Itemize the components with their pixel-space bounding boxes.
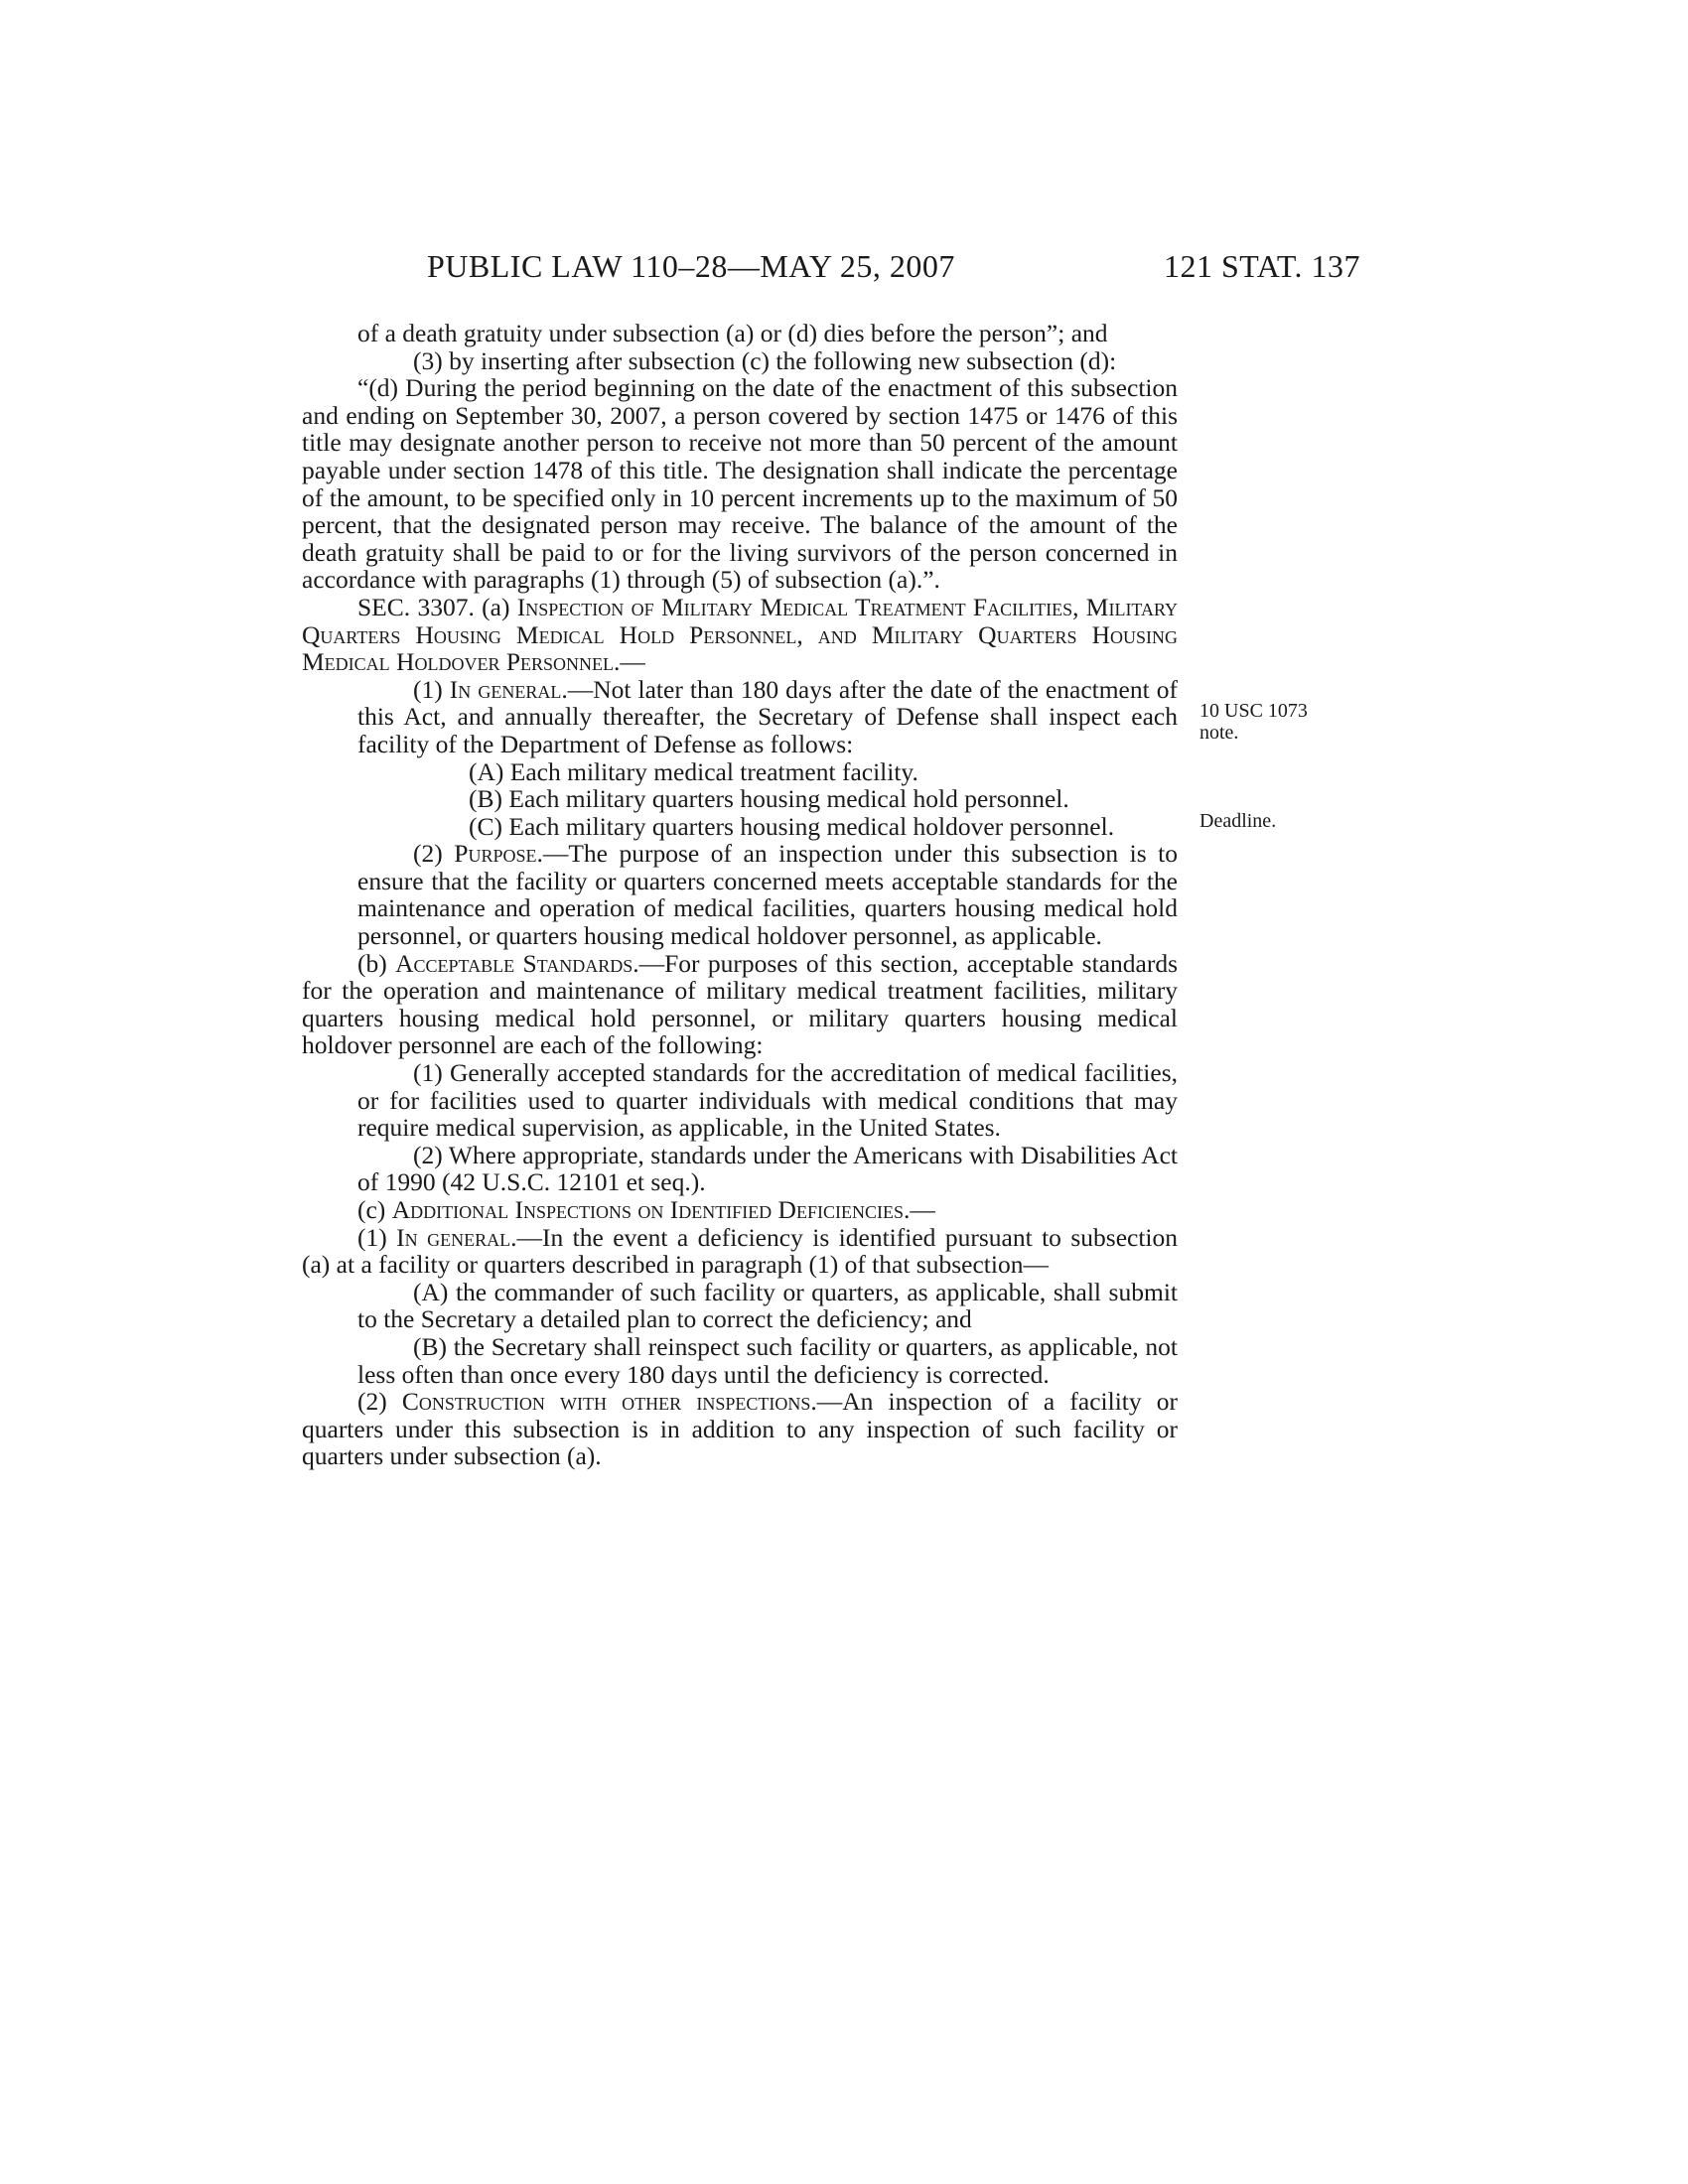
subsection-caption: Additional Inspections on Identified Deficiencies.—: [391, 1195, 935, 1224]
paragraph-text: —Not later than 180 days after the date of the enactment of this Act, and annually thereafter, the Secretary of Defense shall inspect each facility of the Department of Defense as follows:: [357, 674, 1179, 758]
paragraph-a2: [302, 840, 1178, 949]
statute-page-number: 121 STAT. 137: [1164, 248, 1361, 284]
paragraph-text: —An inspection of a facility or quarters under this subsection is in addition to any inspection of such facility or quarters under subsection (a).: [302, 1387, 1179, 1471]
paragraph-caption: Construction with other inspections.: [401, 1387, 817, 1417]
paragraph-a1-C: (C) Each military quarters housing medical holdover personnel.: [469, 811, 1115, 841]
subsection-b: [302, 950, 1178, 1059]
paragraph-c1-A: (A) the commander of such facility or quarters, as applicable, shall submit to the Secretary a detailed plan to correct the deficiency; and: [357, 1277, 1178, 1334]
paragraph-number: (2): [357, 1387, 402, 1417]
document-body: [302, 320, 1178, 1470]
paragraph-caption: Purpose.: [454, 839, 543, 869]
paragraph-caption: In general.: [396, 1222, 517, 1252]
subsection-letter: (b): [357, 948, 396, 978]
running-head-title: PUBLIC LAW 110–28—MAY 25, 2007: [427, 248, 955, 284]
subsection-caption: Acceptable Standards.: [395, 948, 639, 978]
paragraph-b2: (2) Where appropriate, standards under the Americans with Disabilities Act of 1990 (42 U.S.C. 12101 et seq.).: [357, 1140, 1178, 1197]
subsection-letter: (c): [357, 1195, 392, 1224]
paragraph-a1: [302, 676, 1178, 758]
paragraph-a1-A: (A) Each military medical treatment facility.: [469, 756, 918, 786]
paragraph-subsection-d: “(d) During the period beginning on the date of the enactment of this subsection and ending on September 30, 2007, a person covered by section 1475 or 1476 of this title may designate another person to receive not more than 50 percent of the amount payable under section 1478 of this title. The designation shall indicate the percentage of the amount, to be specified only in 10 percent increments up to the maximum of 50 percent, that the designated person may receive. The balance of the amount of the death gratuity shall be paid to or for the living survivors of the person concerned in accordance with paragraphs (1) through (5) of subsection (a).”.: [302, 373, 1178, 595]
paragraph-number: (2): [413, 839, 455, 869]
paragraph-a1-B: (B) Each military quarters housing medical hold personnel.: [469, 784, 1069, 814]
paragraph-continuation: of a death gratuity under subsection (a) or (d) dies before the person”; and: [357, 319, 1108, 347]
section-number: SEC. 3307. (a): [357, 592, 517, 621]
paragraph-c2: [302, 1388, 1178, 1470]
margin-note-usc: 10 USC 1073 note.: [1199, 700, 1308, 744]
paragraph-text: —In the event a deficiency is identified pursuant to subsection (a) at a facility or quarters described in paragraph (1) of that subsection—: [302, 1222, 1179, 1280]
paragraph-amendment-3: (3) by inserting after subsection (c) the following new subsection (d):: [413, 345, 1117, 375]
page-header: [0, 248, 1688, 288]
section-3307-heading: [302, 594, 1178, 676]
paragraph-text: —The purpose of an inspection under this subsection is to ensure that the facility or quarters concerned meets acceptable standards for the maintenance and operation of medical facilities, quarters housing medical hold personnel, or quarters housing medical holdover personnel, as applicable.: [357, 839, 1178, 951]
paragraph-b1: (1) Generally accepted standards for the accreditation of medical facilities, or for facilities used to quarter individuals with medical conditions that may require medical supervision, as applicable, in the United States.: [357, 1058, 1178, 1143]
section-caption: Inspection of Military Medical Treatment Facilities, Military Quarters Housing Medical Hold Personnel, and Military Quarters Housing Medical Holdover Personnel.—: [302, 592, 1178, 677]
paragraph-number: (1): [413, 674, 450, 704]
paragraph-c1-B: (B) the Secretary shall reinspect such facility or quarters, as applicable, not less often than once every 180 days until the deficiency is corrected.: [357, 1331, 1178, 1389]
margin-note-deadline: Deadline.: [1199, 810, 1277, 832]
paragraph-caption: In general.: [449, 674, 568, 704]
paragraph-number: (1): [357, 1222, 397, 1252]
subsection-text: —For purposes of this section, acceptable standards for the operation and maintenance of military medical treatment facilities, military quarters housing medical hold personnel, or military quarters housing medical holdover personnel are each of the following:: [302, 948, 1178, 1060]
subsection-c: [302, 1196, 1178, 1224]
paragraph-c1: [302, 1224, 1178, 1279]
